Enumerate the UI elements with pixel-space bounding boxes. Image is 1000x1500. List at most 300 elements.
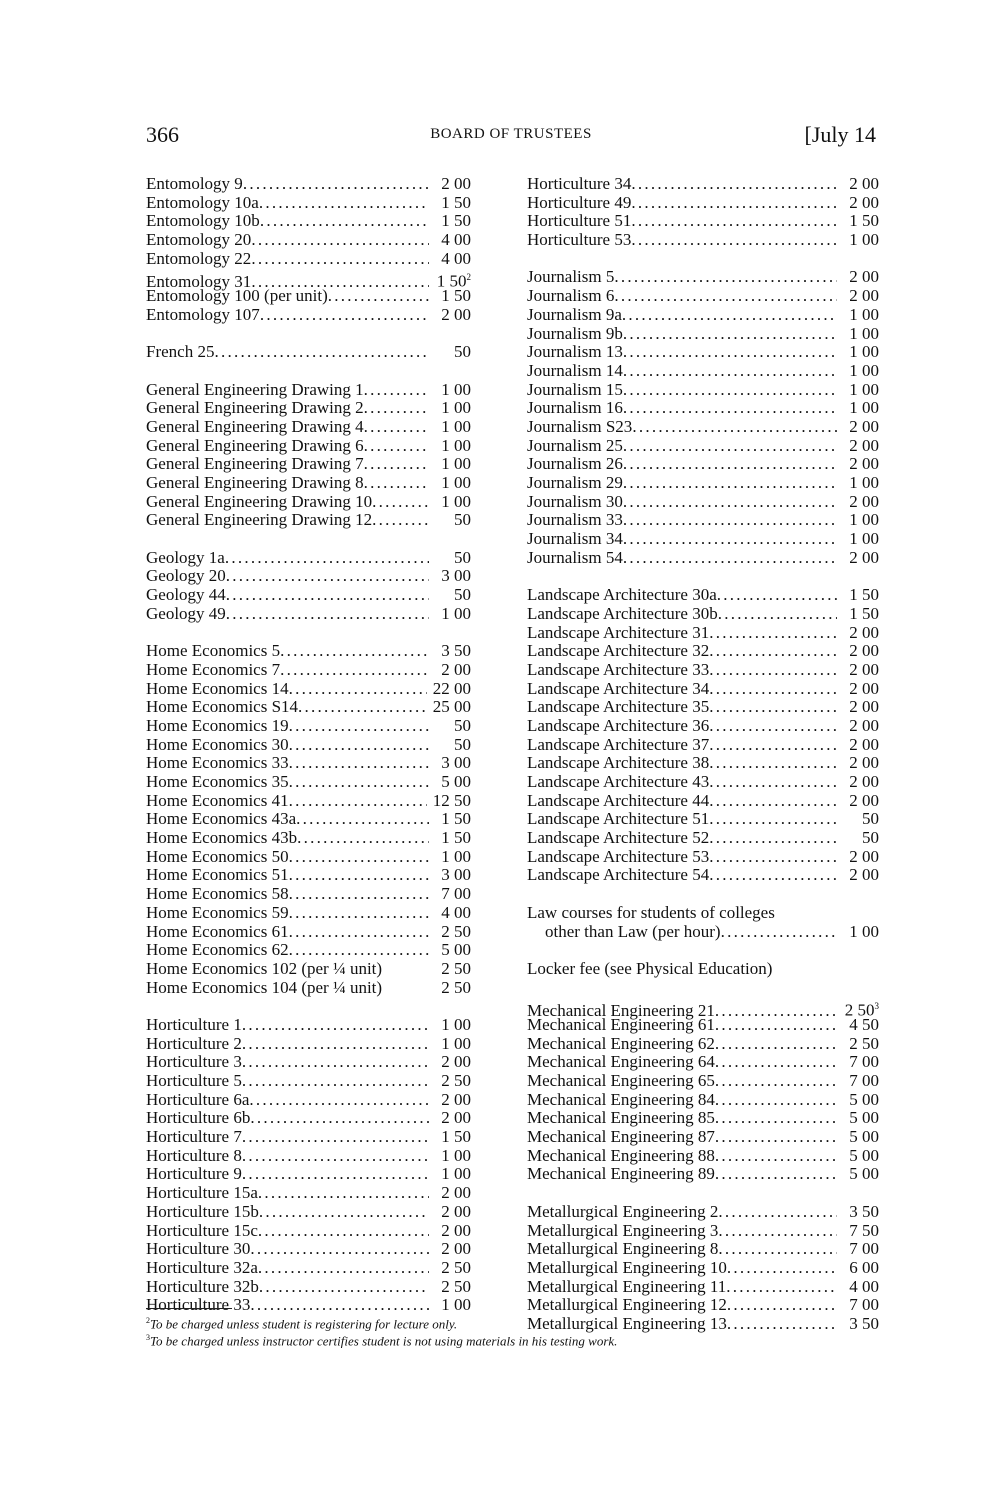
dot-leader	[614, 287, 837, 306]
fee-entry	[146, 212, 471, 231]
fee-entry	[527, 829, 879, 848]
fee-amount	[429, 287, 471, 306]
fee-amount	[837, 549, 879, 568]
dot-leader	[226, 605, 429, 624]
dot-leader	[258, 1184, 429, 1203]
dot-leader	[259, 194, 429, 213]
fee-amount	[837, 1128, 879, 1147]
fee-entry	[527, 1053, 879, 1072]
fee-entry	[146, 1147, 471, 1166]
fee-value: 1 00	[441, 1164, 471, 1184]
fee-entry	[527, 736, 879, 755]
dot-leader	[709, 680, 837, 699]
fee-amount	[429, 941, 471, 960]
dot-leader	[258, 1259, 429, 1278]
course-name: Home Economics 61	[146, 921, 289, 941]
course-name: Journalism 6	[527, 286, 615, 306]
fee-amount	[837, 212, 879, 231]
fee-value: 2 00	[849, 753, 879, 773]
fee-value: 2 00	[849, 678, 879, 698]
course-name: Metallurgical Engineering 12	[527, 1295, 727, 1315]
fee-amount	[837, 1240, 879, 1259]
fee-amount	[429, 773, 471, 792]
fee-amount	[429, 866, 471, 885]
fee-entry	[527, 1259, 879, 1278]
course-name: Horticulture 34	[527, 174, 632, 193]
fee-value: 50	[454, 342, 471, 362]
dot-leader	[715, 1053, 837, 1072]
dot-leader	[631, 194, 837, 213]
fee-value: 2 50	[441, 977, 471, 997]
fee-value: 1 00	[441, 435, 471, 455]
fee-entry	[527, 717, 879, 736]
fee-entry	[527, 1147, 879, 1166]
dot-leader	[298, 698, 427, 717]
fee-value: 25 00	[432, 697, 471, 717]
fee-amount	[837, 1278, 879, 1297]
fee-entry	[146, 605, 471, 624]
dot-leader	[250, 1240, 429, 1259]
course-name: Horticulture 1	[146, 1014, 242, 1034]
fee-amount	[837, 810, 879, 829]
course-name: Horticulture 15b	[146, 1201, 259, 1221]
fee-entry	[527, 680, 879, 699]
section-spacer	[527, 567, 879, 586]
dot-leader	[258, 1222, 429, 1241]
fee-amount	[429, 1072, 471, 1091]
dot-leader	[242, 1035, 429, 1054]
course-name: Home Economics 104 (per ¼ unit)	[146, 977, 383, 997]
dot-leader	[715, 1128, 837, 1147]
dot-leader	[715, 1109, 837, 1128]
fee-amount	[837, 474, 879, 493]
course-name: General Engineering Drawing 6	[146, 435, 364, 455]
course-name: Home Economics 102 (per ¼ unit)	[146, 958, 383, 978]
dot-leader	[364, 418, 429, 437]
fee-amount	[837, 848, 879, 867]
fee-amount	[837, 1053, 879, 1072]
fee-value: 4 00	[849, 1276, 879, 1296]
fee-entry	[527, 493, 879, 512]
fee-entry	[146, 1184, 471, 1203]
fee-amount	[837, 343, 879, 362]
fee-value: 2 00	[849, 790, 879, 810]
fee-amount	[837, 698, 879, 717]
fee-value: 2 00	[441, 1183, 471, 1203]
fee-entry	[527, 642, 879, 661]
fee-entry	[146, 736, 471, 755]
course-name: Landscape Architecture 37	[527, 734, 710, 754]
fee-value: 7 00	[849, 1052, 879, 1072]
dot-leader	[623, 455, 837, 474]
dot-leader	[289, 773, 429, 792]
fee-amount	[427, 792, 471, 811]
fee-entry	[146, 810, 471, 829]
course-name: Landscape Architecture 33	[527, 659, 710, 679]
fee-entry	[527, 1165, 879, 1184]
fee-entry	[527, 343, 879, 362]
fee-amount	[837, 754, 879, 773]
course-name: General Engineering Drawing 1	[146, 379, 364, 399]
fee-entry	[527, 287, 879, 306]
dot-leader	[631, 231, 837, 250]
fee-entry	[146, 418, 471, 437]
dot-leader	[721, 923, 837, 942]
fee-value: 7 00	[441, 884, 471, 904]
dot-leader	[242, 1147, 429, 1166]
course-name: Journalism 30	[527, 491, 623, 511]
fee-amount	[837, 923, 879, 942]
dot-leader	[289, 754, 429, 773]
fee-value: 5 00	[441, 940, 471, 960]
dot-leader	[715, 1091, 837, 1110]
fee-amount	[429, 474, 471, 493]
dot-leader	[242, 1072, 429, 1091]
fee-value: 2 00	[849, 435, 879, 455]
fee-value: 1 00	[849, 323, 879, 343]
fee-entry	[527, 362, 879, 381]
course-name: Entomology 22	[146, 248, 252, 268]
fee-amount	[429, 381, 471, 400]
fee-entry	[146, 231, 471, 250]
fee-entry	[527, 549, 879, 568]
course-name: Mechanical Engineering 61	[527, 1014, 715, 1034]
dot-leader	[289, 792, 427, 811]
course-name: Landscape Architecture 51	[527, 809, 710, 829]
fee-value: 1 50	[849, 603, 879, 623]
dot-leader	[251, 231, 429, 250]
fee-value: 5 00	[441, 772, 471, 791]
fee-value: 1 50	[441, 211, 471, 231]
fee-amount	[429, 586, 471, 605]
section-spacer	[146, 624, 471, 643]
fee-entry	[146, 885, 471, 904]
fee-value: 1 50	[441, 1127, 471, 1147]
fee-entry	[146, 1165, 471, 1184]
footnote-reference: 2	[466, 272, 471, 283]
fee-value: 3 50	[441, 641, 471, 661]
dot-leader	[717, 586, 837, 605]
course-name: Geology 44	[146, 585, 226, 605]
fee-amount	[837, 437, 879, 456]
fee-entry	[527, 923, 879, 942]
dot-leader	[251, 250, 429, 269]
fee-amount	[837, 586, 879, 605]
dot-leader	[709, 661, 837, 680]
course-name: Metallurgical Engineering 11	[527, 1276, 727, 1296]
course-name: Mechanical Engineering 62	[527, 1033, 715, 1053]
fee-value: 2 50	[441, 1071, 471, 1090]
fee-entry	[527, 773, 879, 792]
fee-entry	[146, 175, 471, 194]
dot-leader	[715, 1165, 837, 1184]
dot-leader	[289, 941, 429, 960]
fee-entry	[527, 960, 879, 979]
fee-amount	[837, 642, 879, 661]
fee-amount	[837, 1296, 879, 1315]
dot-leader	[242, 1128, 429, 1147]
course-name: Entomology 31	[146, 272, 252, 292]
footnote	[146, 1314, 878, 1331]
fee-value: 2 00	[441, 1220, 471, 1240]
fee-value: 1 00	[441, 416, 471, 436]
fee-amount	[429, 194, 471, 213]
course-name: Horticulture 49	[527, 192, 632, 212]
course-name: Home Economics 14	[146, 678, 289, 698]
course-name: Metallurgical Engineering 2	[527, 1201, 719, 1221]
fee-amount	[429, 1259, 471, 1278]
fee-amount	[429, 1165, 471, 1184]
fee-amount	[837, 418, 879, 437]
dot-leader	[372, 511, 429, 530]
fee-entry	[527, 194, 879, 213]
fee-entry	[146, 343, 471, 362]
section-spacer	[527, 885, 879, 904]
footnote-reference: 3	[874, 1001, 879, 1012]
fee-entry	[527, 1035, 879, 1054]
course-name: Landscape Architecture 32	[527, 641, 710, 661]
course-name: Horticulture 6a	[146, 1089, 250, 1109]
course-name: Horticulture 8	[146, 1145, 242, 1165]
fee-entry	[146, 381, 471, 400]
course-name: Metallurgical Engineering 3	[527, 1220, 719, 1240]
dot-leader	[260, 306, 429, 325]
dot-leader	[715, 1147, 837, 1166]
course-name: Entomology 107	[146, 304, 260, 324]
course-name: Journalism 16	[527, 398, 623, 418]
course-name: Home Economics 59	[146, 902, 289, 922]
fee-entry	[527, 586, 879, 605]
course-name: Mechanical Engineering 88	[527, 1145, 715, 1165]
dot-leader	[364, 437, 429, 456]
page-number: 366	[146, 122, 179, 147]
course-name: Home Economics 41	[146, 790, 289, 810]
course-name: Mechanical Engineering 84	[527, 1089, 715, 1109]
fee-amount	[429, 979, 471, 998]
fee-value: 2 00	[849, 865, 879, 885]
fee-entry	[146, 306, 471, 325]
dot-leader	[709, 736, 837, 755]
fee-amount	[837, 306, 879, 325]
dot-leader	[709, 624, 837, 643]
dot-leader	[623, 325, 837, 344]
fee-value: 2 00	[849, 491, 879, 511]
course-name: Home Economics 30	[146, 734, 289, 754]
dot-leader	[709, 698, 837, 717]
fee-value: 50	[454, 585, 471, 605]
course-name: Mechanical Engineering 64	[527, 1052, 715, 1072]
fee-amount	[837, 493, 879, 512]
fee-amount	[429, 1109, 471, 1128]
fee-value: 7 00	[849, 1239, 879, 1259]
course-name: Horticulture 7	[146, 1127, 242, 1147]
fee-value: 50	[862, 828, 879, 848]
fee-entry	[146, 754, 471, 773]
dot-leader	[289, 904, 429, 923]
course-name: Journalism 15	[527, 379, 623, 399]
fee-entry	[146, 642, 471, 661]
course-name: Metallurgical Engineering 8	[527, 1239, 719, 1259]
dot-leader	[623, 343, 837, 362]
course-name: Home Economics 19	[146, 715, 289, 735]
footnote-text: To be charged unless instructor certifies student is not using materials in his testing work.	[150, 1333, 618, 1349]
fee-value: 2 50	[441, 1257, 471, 1277]
fee-amount	[429, 923, 471, 942]
dot-leader	[709, 810, 837, 829]
course-name: Entomology 100 (per unit)	[146, 286, 328, 306]
fee-entry	[527, 530, 879, 549]
footnote-mark: 2	[146, 1316, 150, 1325]
fee-amount	[837, 1147, 879, 1166]
fee-value: 1 00	[849, 304, 879, 324]
dot-leader	[727, 1296, 837, 1315]
fee-value: 2 00	[441, 1052, 471, 1072]
fee-entry	[146, 399, 471, 418]
dot-leader	[718, 1222, 837, 1241]
fee-amount	[429, 306, 471, 325]
dot-leader	[296, 810, 429, 829]
section-spacer	[527, 250, 879, 269]
dot-leader	[289, 680, 427, 699]
fee-amount	[429, 212, 471, 231]
fee-value: 2 50	[849, 1033, 879, 1053]
fee-value: 1 50	[849, 211, 879, 231]
fee-entry	[527, 866, 879, 885]
fee-entry	[527, 306, 879, 325]
dot-leader	[727, 1259, 837, 1278]
fee-value: 5 00	[849, 1164, 879, 1184]
fee-entry	[146, 848, 471, 867]
course-name: Horticulture 15c	[146, 1220, 258, 1240]
dot-leader	[709, 829, 837, 848]
fee-value: 2 00	[441, 1201, 471, 1221]
fee-amount	[837, 455, 879, 474]
dot-leader	[289, 866, 429, 885]
fee-amount	[837, 231, 879, 250]
fee-entry	[527, 848, 879, 867]
fee-entry	[527, 904, 879, 923]
fee-amount	[429, 1147, 471, 1166]
fee-entry	[146, 493, 471, 512]
fee-entry	[146, 287, 471, 306]
fee-value: 4 00	[441, 248, 471, 268]
fee-entry	[146, 1278, 471, 1297]
course-name: Mechanical Engineering 87	[527, 1127, 715, 1147]
course-name: Landscape Architecture 38	[527, 753, 710, 773]
fee-entry	[146, 1035, 471, 1054]
course-name: Horticulture 3	[146, 1052, 242, 1072]
fee-entry	[146, 1053, 471, 1072]
course-name: Journalism 33	[527, 510, 623, 530]
fee-amount	[837, 362, 879, 381]
fee-entry	[146, 960, 471, 979]
dot-leader	[709, 866, 837, 885]
course-name: Landscape Architecture 30a	[527, 585, 717, 605]
dot-leader	[372, 493, 429, 512]
fee-amount	[837, 1035, 879, 1054]
course-name: Home Economics 35	[146, 772, 289, 791]
fee-value: 1 50	[441, 828, 471, 848]
dot-leader	[623, 511, 837, 530]
dot-leader	[280, 661, 429, 680]
fee-value: 2 00	[849, 659, 879, 679]
fee-entry	[146, 1240, 471, 1259]
fee-value: 1 00	[441, 398, 471, 418]
course-name: Journalism 26	[527, 454, 623, 474]
fee-entry	[527, 399, 879, 418]
fee-value: 7 00	[849, 1295, 879, 1315]
course-name: Home Economics 51	[146, 865, 289, 885]
dot-leader	[726, 1278, 837, 1297]
fee-amount	[837, 1203, 879, 1222]
fee-entry	[146, 923, 471, 942]
fee-value: 50	[454, 715, 471, 735]
fee-entry	[146, 511, 471, 530]
fee-entry	[146, 979, 471, 998]
fee-value: 50	[454, 510, 471, 530]
fee-amount	[427, 698, 471, 717]
running-date: [July 14	[804, 122, 876, 147]
fee-value: 3 00	[441, 753, 471, 773]
fee-entry	[527, 1128, 879, 1147]
fee-value: 12 50	[432, 790, 471, 810]
dot-leader	[718, 1203, 837, 1222]
dot-leader	[364, 381, 429, 400]
fee-amount	[429, 511, 471, 530]
course-name: Horticulture 33	[146, 1295, 251, 1315]
course-name: Horticulture 51	[527, 211, 632, 231]
course-name: General Engineering Drawing 4	[146, 416, 364, 436]
fee-value: 50	[454, 547, 471, 567]
fee-value: 2 00	[441, 174, 471, 193]
dot-leader	[242, 1165, 429, 1184]
fee-value: 1 00	[441, 1295, 471, 1315]
course-name: Landscape Architecture 34	[527, 678, 710, 698]
fee-entry	[527, 792, 879, 811]
dot-leader	[709, 717, 837, 736]
fee-value: 1 00	[849, 398, 879, 418]
fee-entry	[146, 866, 471, 885]
course-name: Mechanical Engineering 21	[527, 1000, 715, 1020]
fee-entry	[527, 175, 879, 194]
course-name: Entomology 10b	[146, 211, 260, 231]
fee-entry	[527, 418, 879, 437]
course-name: Home Economics 62	[146, 940, 289, 960]
fee-amount	[837, 829, 879, 848]
fee-entry	[146, 1222, 471, 1241]
section-spacer	[527, 979, 879, 998]
course-name: Locker fee (see Physical Education)	[527, 958, 773, 978]
fee-value: 2 00	[849, 697, 879, 717]
fee-value: 1 50	[441, 192, 471, 212]
fee-value: 1 50	[849, 585, 879, 605]
fee-entry	[527, 605, 879, 624]
fee-value: 2 00	[849, 286, 879, 306]
fee-value: 1 00	[849, 342, 879, 362]
dot-leader	[226, 567, 429, 586]
course-name: Law courses for students of colleges	[527, 902, 775, 922]
fee-amount	[429, 1184, 471, 1203]
fee-entry	[527, 511, 879, 530]
fee-value: 4 50	[849, 1014, 879, 1034]
fee-amount	[837, 866, 879, 885]
dot-leader	[226, 586, 429, 605]
running-title: BOARD OF TRUSTEES	[430, 126, 592, 142]
dot-leader	[249, 1091, 429, 1110]
course-name: Geology 20	[146, 566, 226, 586]
dot-leader	[280, 642, 429, 661]
fee-entry	[527, 381, 879, 400]
